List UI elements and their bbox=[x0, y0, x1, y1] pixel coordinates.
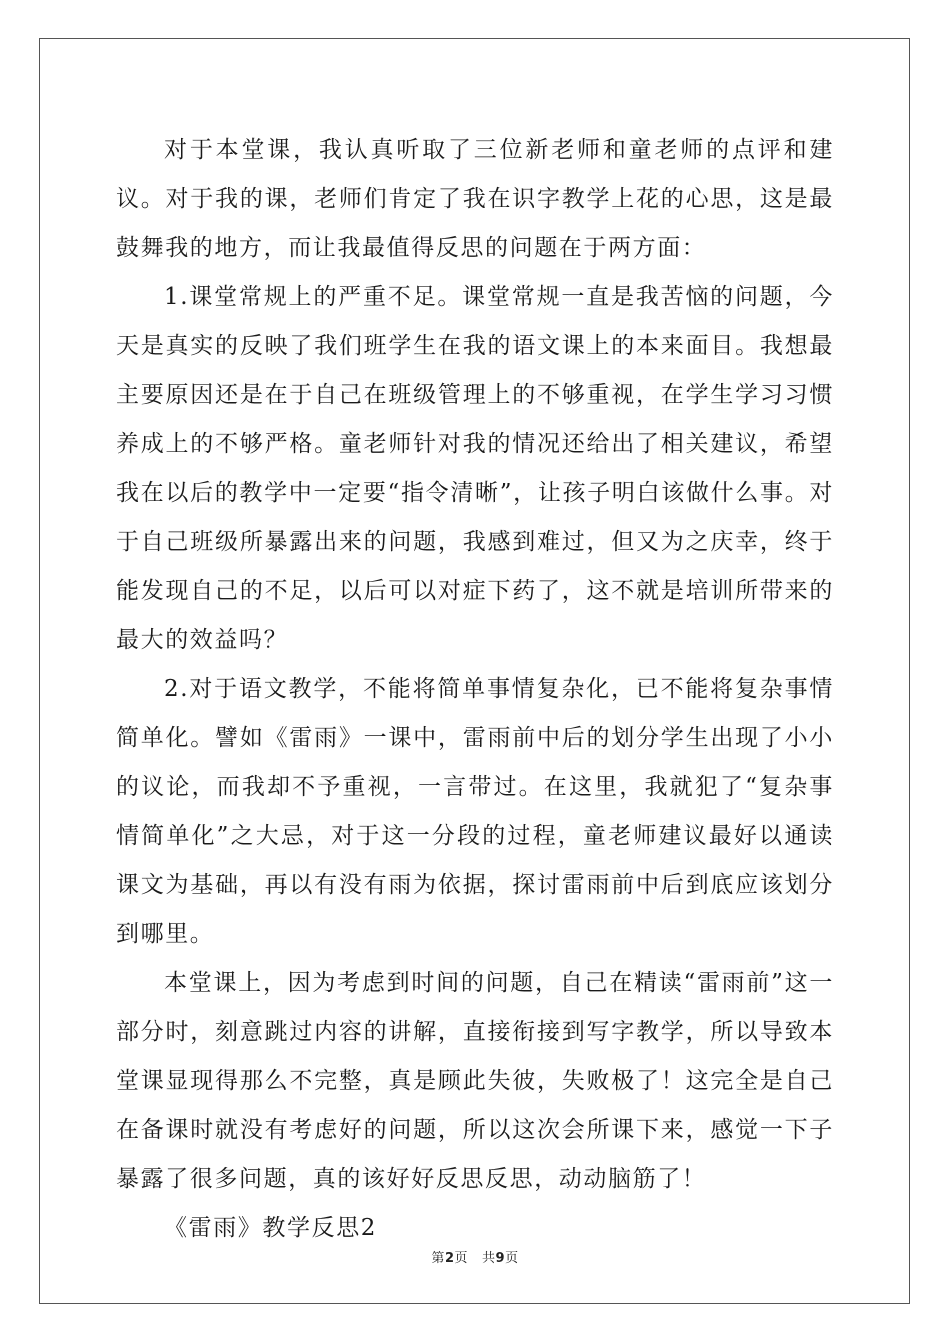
footer-page-suffix: 页 bbox=[454, 1251, 468, 1266]
footer-total-pages: 9 bbox=[495, 1251, 506, 1266]
footer-total-suffix: 页 bbox=[505, 1251, 519, 1266]
paragraph-point-2: 2.对于语文教学，不能将简单事情复杂化，已不能将复杂事情简单化。譬如《雷雨》一课中，雷雨前中后的划分学生出现了小小的议论，而我却不予重视，一言带过。在这里，我就犯了“复杂事情简单化”之大忌，对于这一分段的过程，童老师建议最好以通读课文为基础，再以有没有雨为依据，探讨雷雨前中后到底应该划分到哪里。 bbox=[116, 676, 834, 947]
page-footer bbox=[0, 1247, 950, 1266]
footer-total-prefix: 共 bbox=[482, 1251, 496, 1266]
footer-page-prefix: 第 bbox=[431, 1251, 445, 1266]
paragraph-intro: 对于本堂课，我认真听取了三位新老师和童老师的点评和建议。对于我的课，老师们肯定了我在识字教学上花的心思，这是最鼓舞我的地方，而让我最值得反思的问题在于两方面： bbox=[116, 137, 834, 261]
paragraph-conclusion: 本堂课上，因为考虑到时间的问题，自己在精读“雷雨前”这一部分时，刻意跳过内容的讲解，直接衔接到写字教学，所以导致本堂课显现得那么不完整，真是顾此失彼，失败极了！这完全是自己在备课时就没有考虑好的问题，所以这次会所课下来，感觉一下子暴露了很多问题，真的该好好反思反思，动动脑筋了！ bbox=[116, 970, 834, 1192]
footer-page-number: 2 bbox=[444, 1251, 455, 1266]
paragraph-point-1: 1.课堂常规上的严重不足。课堂常规一直是我苦恼的问题，今天是真实的反映了我们班学生在我的语文课上的本来面目。我想最主要原因还是在于自己在班级管理上的不够重视，在学生学习习惯养成上的不够严格。童老师针对我的情况还给出了相关建议，希望我在以后的教学中一定要“指令清晰”，让孩子明白该做什么事。对于自己班级所暴露出来的问题，我感到难过，但又为之庆幸，终于能发现自己的不足，以后可以对症下药了，这不就是培训所带来的最大的效益吗？ bbox=[116, 284, 834, 653]
document-body bbox=[116, 126, 834, 1253]
section-heading-next: 《雷雨》教学反思2 bbox=[164, 1215, 378, 1241]
